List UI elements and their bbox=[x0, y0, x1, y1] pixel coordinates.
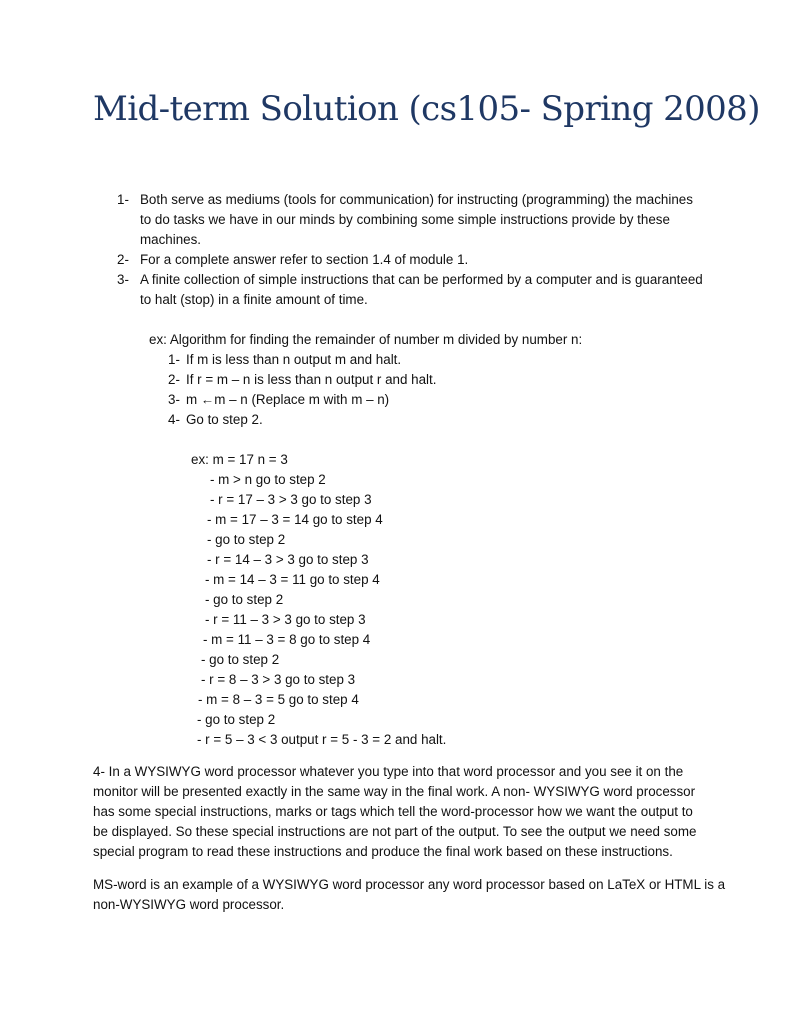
example-line: - m = 11 – 3 = 8 go to step 4 bbox=[203, 632, 371, 647]
answer-line: machines. bbox=[140, 232, 202, 247]
example-line: - r = 17 – 3 > 3 go to step 3 bbox=[210, 492, 372, 507]
paragraph-line: monitor will be presented exactly in the same way in the final work. A non- WYSIWYG word processor bbox=[93, 784, 696, 799]
algorithm-intro: ex: Algorithm for finding the remainder of number m divided by number n: bbox=[149, 332, 583, 347]
paragraph-line: 4- In a WYSIWYG word processor whatever you type into that word processor and you see it on the bbox=[93, 764, 684, 779]
example-line: ex: m = 17 n = 3 bbox=[191, 452, 288, 467]
paragraph-line: MS-word is an example of a WYSIWYG word processor any word processor based on LaTeX or HTML is a bbox=[93, 877, 726, 892]
step-number: 4- bbox=[168, 412, 180, 427]
paragraph-line: special program to read these instructions and produce the final work based on these instructions. bbox=[93, 844, 673, 859]
step-text: m ←m – n (Replace m with m – n) bbox=[186, 392, 390, 407]
answer-line: For a complete answer refer to section 1.4 of module 1. bbox=[140, 252, 469, 267]
step-number: 1- bbox=[168, 352, 180, 367]
step-number: 2- bbox=[168, 372, 180, 387]
answer-line: Both serve as mediums (tools for communication) for instructing (programming) the machines bbox=[140, 192, 693, 207]
paragraph-line: has some special instructions, marks or tags which tell the word-processor how we want the output to bbox=[93, 804, 693, 819]
answer-line: A finite collection of simple instructions that can be performed by a computer and is guaranteed bbox=[140, 272, 703, 287]
example-line: - go to step 2 bbox=[201, 652, 280, 667]
paragraph-line: be displayed. So these special instructions are not part of the output. To see the output we need some bbox=[93, 824, 697, 839]
step-number: 3- bbox=[168, 392, 180, 407]
example-line: - m = 17 – 3 = 14 go to step 4 bbox=[207, 512, 383, 527]
example-line: - m = 14 – 3 = 11 go to step 4 bbox=[205, 572, 380, 587]
example-line: - r = 11 – 3 > 3 go to step 3 bbox=[205, 612, 366, 627]
paragraph-line: non-WYSIWYG word processor. bbox=[93, 897, 285, 912]
example-line: - r = 8 – 3 > 3 go to step 3 bbox=[201, 672, 356, 687]
list-number: 3- bbox=[117, 272, 129, 287]
page-title: Mid-term Solution (cs105- Spring 2008) bbox=[93, 89, 760, 129]
list-number: 1- bbox=[117, 192, 129, 207]
step-text: If m is less than n output m and halt. bbox=[186, 352, 402, 367]
example-line: - go to step 2 bbox=[205, 592, 284, 607]
list-number: 2- bbox=[117, 252, 129, 267]
answer-line: to do tasks we have in our minds by combining some simple instructions provide by these bbox=[140, 212, 670, 227]
example-line: - go to step 2 bbox=[197, 712, 276, 727]
example-line: - go to step 2 bbox=[207, 532, 286, 547]
answer-line: to halt (stop) in a finite amount of time. bbox=[140, 292, 368, 307]
step-text: If r = m – n is less than n output r and halt. bbox=[186, 372, 437, 387]
example-line: - r = 5 – 3 < 3 output r = 5 - 3 = 2 and halt. bbox=[197, 732, 447, 747]
step-text: Go to step 2. bbox=[186, 412, 263, 427]
example-line: - m = 8 – 3 = 5 go to step 4 bbox=[198, 692, 359, 707]
example-line: - m > n go to step 2 bbox=[210, 472, 326, 487]
example-line: - r = 14 – 3 > 3 go to step 3 bbox=[207, 552, 369, 567]
